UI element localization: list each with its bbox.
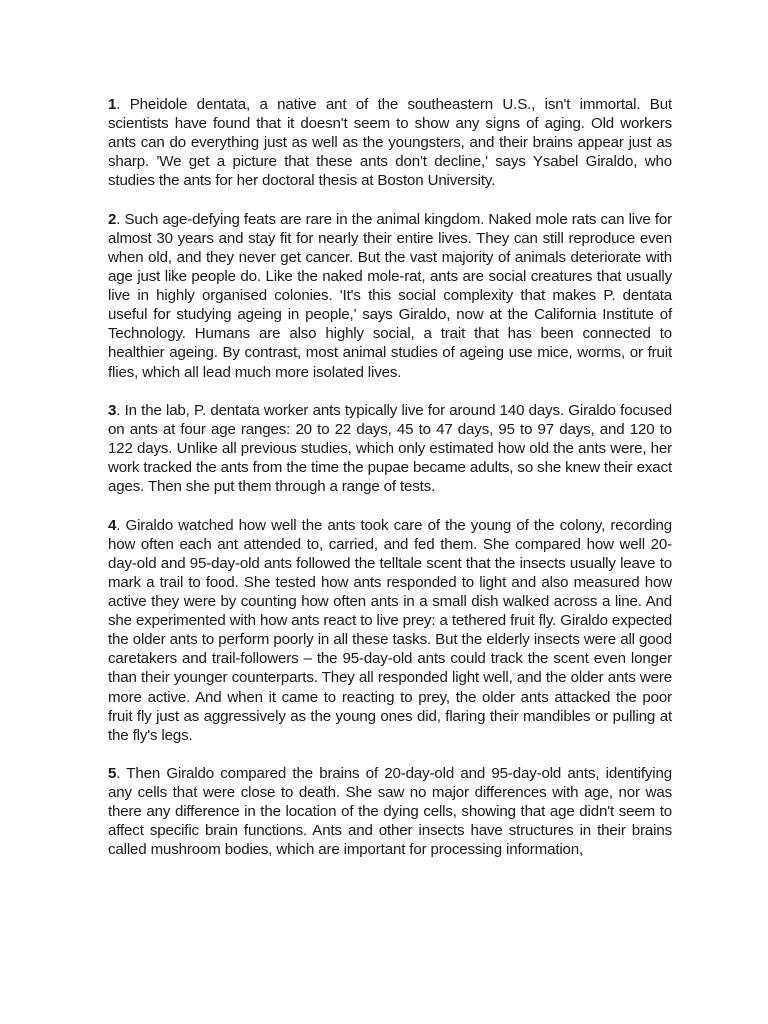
paragraph-text: . Giraldo watched how well the ants took care of the young of the colony, recording how often each ant attended to, carried, and fed them. She compared how well 20-day-old and 95-day-old ants followed the telltale scent that the insects usually leave to mark a trail to food. She tested how ants responded to light and also measured how active they were by counting how often ants in a small dish walked across a line. And she experimented with how ants react to live prey: a tethered fruit fly. Giraldo expected the older ants to perform poorly in all these tasks. But the elderly insects were all good caretakers and trail-followers – the 95-day-old ants could track the scent even longer than their younger counterparts. They all responded light well, and the older ants were more active. And when it came to reacting to prey, the older ants attacked the poor fruit fly just as aggressively as the young ones did, flaring their mandibles or pulling at the fly's legs. [108,516,672,744]
paragraph-number: 1 [108,96,117,113]
paragraph-5 [108,764,672,859]
paragraph-number: 5 [108,765,117,783]
paragraph-2 [108,210,672,382]
paragraph-text: . Such age-defying feats are rare in the animal kingdom. Naked mole rats can live for almost 30 years and stay fit for nearly their entire lives. They can still reproduce even when old, and they never get cancer. But the vast majority of animals deteriorate with age just like people do. Like the naked mole-rat, ants are social creatures that usually live in highly organised colonies. 'It's this social complexity that makes P. dentata useful for studying ageing in people,' says Giraldo, now at the California Institute of Technology. Humans are also highly social, a trait that has been connected to healthier ageing. By contrast, most animal studies of ageing use mice, worms, or fruit flies, which all lead much more isolated lives. [108,210,672,381]
document-body [108,95,672,879]
paragraph-3 [108,401,672,496]
paragraph-text: . Then Giraldo compared the brains of 20-day-old and 95-day-old ants, identifying any cells that were close to death. She saw no major differences with age, nor was there any difference in the location of the dying cells, showing that age didn't seem to affect specific brain functions. Ants and other insects have structures in their brains called mushroom bodies, which are important for processing information, [108,765,672,859]
paragraph-text: . In the lab, P. dentata worker ants typically live for around 140 days. Giraldo focused on ants at four age ranges: 20 to 22 days, 45 to 47 days, 95 to 97 days, and 120 to 122 days. Unlike all previous studies, which only estimated how old the ants were, her work tracked the ants from the time the pupae became adults, so she knew their exact ages. Then she put them through a range of tests. [108,401,672,496]
paragraph-4 [108,516,672,745]
paragraph-number: 3 [108,401,117,419]
paragraph-number: 4 [108,516,117,534]
paragraph-text: . Pheidole dentata, a native ant of the southeastern U.S., isn't immortal. But scientists have found that it doesn't seem to show any signs of aging. Old workers ants can do everything just as well as the youngsters, and their brains appear just as sharp. 'We get a picture that these ants don't decline,' says Ysabel Giraldo, who studies the ants for her doctoral thesis at Boston University. [108,96,672,190]
paragraph-1 [108,95,672,190]
paragraph-number: 2 [108,210,117,228]
